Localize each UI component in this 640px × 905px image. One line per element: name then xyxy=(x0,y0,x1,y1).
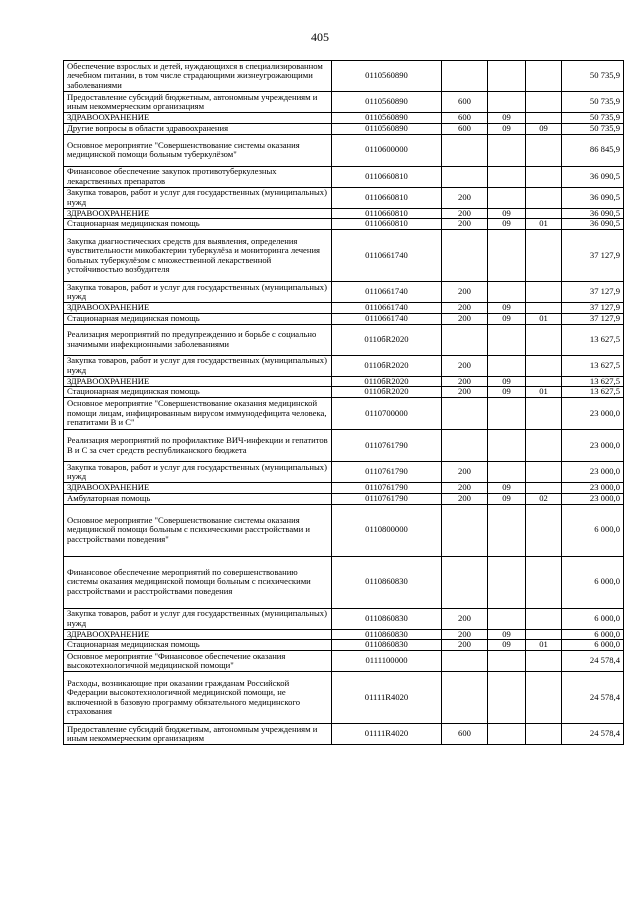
row-section xyxy=(488,556,526,608)
row-amount: 24 578,4 xyxy=(562,651,624,672)
row-subsection xyxy=(526,483,562,494)
row-code: 0110800000 xyxy=(332,504,442,556)
row-subsection: 02 xyxy=(526,493,562,504)
row-expense-type xyxy=(442,651,488,672)
row-expense-type: 200 xyxy=(442,493,488,504)
table-row xyxy=(64,324,624,355)
row-subsection xyxy=(526,355,562,376)
row-name: Закупка товаров, работ и услуг для государственных (муниципальных) нужд xyxy=(64,355,332,376)
row-expense-type: 200 xyxy=(442,282,488,303)
row-subsection xyxy=(526,556,562,608)
row-section xyxy=(488,230,526,282)
row-section: 09 xyxy=(488,376,526,387)
row-subsection xyxy=(526,376,562,387)
row-name: Амбулаторная помощь xyxy=(64,493,332,504)
row-name: Финансовое обеспечение закупок противотуберкулезных лекарственных препаратов xyxy=(64,166,332,187)
table-row xyxy=(64,462,624,483)
row-expense-type: 600 xyxy=(442,92,488,113)
row-subsection xyxy=(526,61,562,92)
table-row xyxy=(64,376,624,387)
row-subsection xyxy=(526,113,562,124)
row-amount: 23 000,0 xyxy=(562,430,624,462)
row-code: 0110бR2020 xyxy=(332,324,442,355)
row-code: 0110600000 xyxy=(332,134,442,166)
row-code: 0110560890 xyxy=(332,92,442,113)
row-subsection: 01 xyxy=(526,219,562,230)
row-amount: 13 627,5 xyxy=(562,376,624,387)
row-expense-type xyxy=(442,430,488,462)
row-amount: 24 578,4 xyxy=(562,724,624,745)
row-name: ЗДРАВООХРАНЕНИЕ xyxy=(64,208,332,219)
row-expense-type xyxy=(442,672,488,724)
row-subsection xyxy=(526,134,562,166)
table-row xyxy=(64,219,624,230)
row-subsection xyxy=(526,504,562,556)
row-subsection xyxy=(526,324,562,355)
row-subsection xyxy=(526,430,562,462)
row-expense-type: 200 xyxy=(442,376,488,387)
row-name: Основное мероприятие "Совершенствование системы оказания медицинской помощи больным туберкулёзом" xyxy=(64,134,332,166)
row-name: Закупка товаров, работ и услуг для государственных (муниципальных) нужд xyxy=(64,608,332,629)
row-section: 09 xyxy=(488,313,526,324)
row-subsection: 01 xyxy=(526,313,562,324)
row-amount: 36 090,5 xyxy=(562,208,624,219)
row-amount: 6 000,0 xyxy=(562,504,624,556)
table-row xyxy=(64,313,624,324)
table-row xyxy=(64,208,624,219)
row-subsection xyxy=(526,208,562,219)
row-section xyxy=(488,355,526,376)
row-amount: 6 000,0 xyxy=(562,608,624,629)
row-code: 0110660810 xyxy=(332,166,442,187)
table-row xyxy=(64,134,624,166)
row-code: 0110660810 xyxy=(332,219,442,230)
row-name: Закупка товаров, работ и услуг для государственных (муниципальных) нужд xyxy=(64,282,332,303)
row-amount: 23 000,0 xyxy=(562,493,624,504)
table-row xyxy=(64,629,624,640)
row-expense-type xyxy=(442,324,488,355)
row-section xyxy=(488,166,526,187)
row-expense-type: 600 xyxy=(442,113,488,124)
row-subsection: 01 xyxy=(526,387,562,398)
row-expense-type xyxy=(442,504,488,556)
row-section xyxy=(488,187,526,208)
row-section xyxy=(488,462,526,483)
row-expense-type xyxy=(442,556,488,608)
row-amount: 36 090,5 xyxy=(562,187,624,208)
row-subsection xyxy=(526,166,562,187)
row-section xyxy=(488,430,526,462)
row-code: 0110761790 xyxy=(332,462,442,483)
row-code: 0110560890 xyxy=(332,123,442,134)
table-row xyxy=(64,608,624,629)
table-row xyxy=(64,504,624,556)
row-subsection xyxy=(526,398,562,430)
table-row xyxy=(64,483,624,494)
table-row xyxy=(64,303,624,314)
row-section: 09 xyxy=(488,387,526,398)
table-row xyxy=(64,430,624,462)
row-section xyxy=(488,324,526,355)
row-name: Реализация мероприятий по профилактике ВИЧ-инфекции и гепатитов В и С за счет средств республиканского бюджета xyxy=(64,430,332,462)
row-code: 0110560890 xyxy=(332,61,442,92)
row-code: 0110бR2020 xyxy=(332,355,442,376)
row-name: Обеспечение взрослых и детей, нуждающихся в специализированном лечебном питании, в том числе страдающими жизнеугрожающими заболеваниями xyxy=(64,61,332,92)
row-expense-type xyxy=(442,230,488,282)
page-number: 405 xyxy=(311,30,329,44)
row-amount: 23 000,0 xyxy=(562,398,624,430)
row-subsection xyxy=(526,608,562,629)
row-amount: 37 127,9 xyxy=(562,303,624,314)
row-subsection xyxy=(526,462,562,483)
row-expense-type xyxy=(442,398,488,430)
row-code: 0110761790 xyxy=(332,483,442,494)
row-name: ЗДРАВООХРАНЕНИЕ xyxy=(64,629,332,640)
row-expense-type: 200 xyxy=(442,355,488,376)
row-code: 0110860830 xyxy=(332,640,442,651)
row-name: Финансовое обеспечение мероприятий по совершенствованию системы оказания медицинской помощи больным с психическими расстройствами и расстройствами поведения xyxy=(64,556,332,608)
row-amount: 50 735,9 xyxy=(562,113,624,124)
row-code: 0110бR2020 xyxy=(332,387,442,398)
table-row xyxy=(64,724,624,745)
row-expense-type: 200 xyxy=(442,462,488,483)
row-section xyxy=(488,398,526,430)
row-amount: 50 735,9 xyxy=(562,61,624,92)
row-amount: 37 127,9 xyxy=(562,282,624,303)
row-code: 0110661740 xyxy=(332,230,442,282)
row-name: Основное мероприятие "Финансовое обеспечение оказания высокотехнологичной медицинской помощи" xyxy=(64,651,332,672)
row-expense-type: 600 xyxy=(442,724,488,745)
row-name: Расходы, возникающие при оказании гражданам Российской Федерации высокотехнологичной медицинской помощи, не включенной в базовую программу обязательного медицинского страхования xyxy=(64,672,332,724)
row-code: 0110860830 xyxy=(332,556,442,608)
row-expense-type: 200 xyxy=(442,208,488,219)
row-amount: 23 000,0 xyxy=(562,483,624,494)
table-row xyxy=(64,187,624,208)
row-section xyxy=(488,282,526,303)
table-row xyxy=(64,230,624,282)
row-section xyxy=(488,92,526,113)
budget-table xyxy=(63,60,624,745)
row-name: Закупка товаров, работ и услуг для государственных (муниципальных) нужд xyxy=(64,187,332,208)
table-row xyxy=(64,640,624,651)
row-subsection xyxy=(526,672,562,724)
table-row xyxy=(64,123,624,134)
row-subsection xyxy=(526,629,562,640)
row-expense-type: 200 xyxy=(442,387,488,398)
row-code: 0110560890 xyxy=(332,113,442,124)
row-code: 0110761790 xyxy=(332,430,442,462)
table-row xyxy=(64,92,624,113)
row-name: ЗДРАВООХРАНЕНИЕ xyxy=(64,303,332,314)
row-subsection xyxy=(526,92,562,113)
table-row xyxy=(64,651,624,672)
row-section xyxy=(488,61,526,92)
row-amount: 86 845,9 xyxy=(562,134,624,166)
row-amount: 50 735,9 xyxy=(562,123,624,134)
row-section xyxy=(488,134,526,166)
row-section: 09 xyxy=(488,629,526,640)
row-code: 0110660810 xyxy=(332,208,442,219)
table-row xyxy=(64,282,624,303)
row-name: Основное мероприятие "Совершенствование оказания медицинской помощи лицам, инфицированным вирусом иммунодефицита человека, гепатитами В и С" xyxy=(64,398,332,430)
row-name: Стационарная медицинская помощь xyxy=(64,640,332,651)
row-code: 0110бR2020 xyxy=(332,376,442,387)
row-expense-type: 200 xyxy=(442,187,488,208)
row-expense-type: 200 xyxy=(442,219,488,230)
row-amount: 36 090,5 xyxy=(562,219,624,230)
row-section xyxy=(488,504,526,556)
row-section: 09 xyxy=(488,113,526,124)
row-code: 0110661740 xyxy=(332,282,442,303)
row-subsection xyxy=(526,651,562,672)
row-name: Реализация мероприятий по предупреждению и борьбе с социально значимыми инфекционными заболеваниями xyxy=(64,324,332,355)
row-subsection xyxy=(526,187,562,208)
table-row xyxy=(64,493,624,504)
row-name: Основное мероприятие "Совершенствование системы оказания медицинской помощи больным с психическими расстройствами и расстройствами поведения" xyxy=(64,504,332,556)
row-section: 09 xyxy=(488,123,526,134)
row-expense-type xyxy=(442,134,488,166)
row-expense-type xyxy=(442,61,488,92)
row-section: 09 xyxy=(488,493,526,504)
row-amount: 6 000,0 xyxy=(562,556,624,608)
row-name: Предоставление субсидий бюджетным, автономным учреждениям и иным некоммерческим организациям xyxy=(64,92,332,113)
row-amount: 13 627,5 xyxy=(562,387,624,398)
row-subsection: 01 xyxy=(526,640,562,651)
table-row xyxy=(64,387,624,398)
row-section: 09 xyxy=(488,303,526,314)
row-amount: 36 090,5 xyxy=(562,166,624,187)
row-amount: 13 627,5 xyxy=(562,355,624,376)
row-expense-type: 200 xyxy=(442,640,488,651)
row-code: 0110761790 xyxy=(332,493,442,504)
row-amount: 23 000,0 xyxy=(562,462,624,483)
row-code: 01111R4020 xyxy=(332,724,442,745)
row-expense-type: 200 xyxy=(442,608,488,629)
row-name: Стационарная медицинская помощь xyxy=(64,313,332,324)
row-name: ЗДРАВООХРАНЕНИЕ xyxy=(64,376,332,387)
row-section xyxy=(488,724,526,745)
row-code: 0110860830 xyxy=(332,608,442,629)
row-section: 09 xyxy=(488,483,526,494)
row-name: Закупка товаров, работ и услуг для государственных (муниципальных) нужд xyxy=(64,462,332,483)
row-expense-type: 200 xyxy=(442,483,488,494)
row-name: ЗДРАВООХРАНЕНИЕ xyxy=(64,113,332,124)
row-section xyxy=(488,651,526,672)
row-name: Другие вопросы в области здравоохранения xyxy=(64,123,332,134)
row-name: Стационарная медицинская помощь xyxy=(64,387,332,398)
row-code: 0110660810 xyxy=(332,187,442,208)
row-name: Закупка диагностических средств для выявления, определения чувствительности микобактерии туберкулёза и мониторинга лечения больных туберкулёзом с множественной лекарственной устойчивостью возбудителя xyxy=(64,230,332,282)
row-subsection xyxy=(526,303,562,314)
row-code: 0110661740 xyxy=(332,303,442,314)
row-expense-type xyxy=(442,166,488,187)
table-row xyxy=(64,398,624,430)
row-amount: 37 127,9 xyxy=(562,230,624,282)
row-name: Предоставление субсидий бюджетным, автономным учреждениям и иным некоммерческим организациям xyxy=(64,724,332,745)
row-expense-type: 600 xyxy=(442,123,488,134)
row-subsection xyxy=(526,282,562,303)
row-code: 0110860830 xyxy=(332,629,442,640)
row-amount: 37 127,9 xyxy=(562,313,624,324)
row-subsection: 09 xyxy=(526,123,562,134)
row-code: 0111100000 xyxy=(332,651,442,672)
row-section: 09 xyxy=(488,208,526,219)
table-row xyxy=(64,556,624,608)
row-subsection xyxy=(526,230,562,282)
row-code: 0110661740 xyxy=(332,313,442,324)
table-row xyxy=(64,113,624,124)
row-amount: 6 000,0 xyxy=(562,640,624,651)
row-amount: 50 735,9 xyxy=(562,92,624,113)
row-expense-type: 200 xyxy=(442,313,488,324)
row-amount: 6 000,0 xyxy=(562,629,624,640)
row-section xyxy=(488,608,526,629)
row-name: ЗДРАВООХРАНЕНИЕ xyxy=(64,483,332,494)
row-code: 01111R4020 xyxy=(332,672,442,724)
row-section xyxy=(488,672,526,724)
row-expense-type: 200 xyxy=(442,303,488,314)
row-amount: 24 578,4 xyxy=(562,672,624,724)
row-section: 09 xyxy=(488,219,526,230)
row-section: 09 xyxy=(488,640,526,651)
table-row xyxy=(64,355,624,376)
row-name: Стационарная медицинская помощь xyxy=(64,219,332,230)
table-row xyxy=(64,61,624,92)
row-amount: 13 627,5 xyxy=(562,324,624,355)
table-row xyxy=(64,166,624,187)
row-expense-type: 200 xyxy=(442,629,488,640)
table-row xyxy=(64,672,624,724)
row-subsection xyxy=(526,724,562,745)
row-code: 0110700000 xyxy=(332,398,442,430)
